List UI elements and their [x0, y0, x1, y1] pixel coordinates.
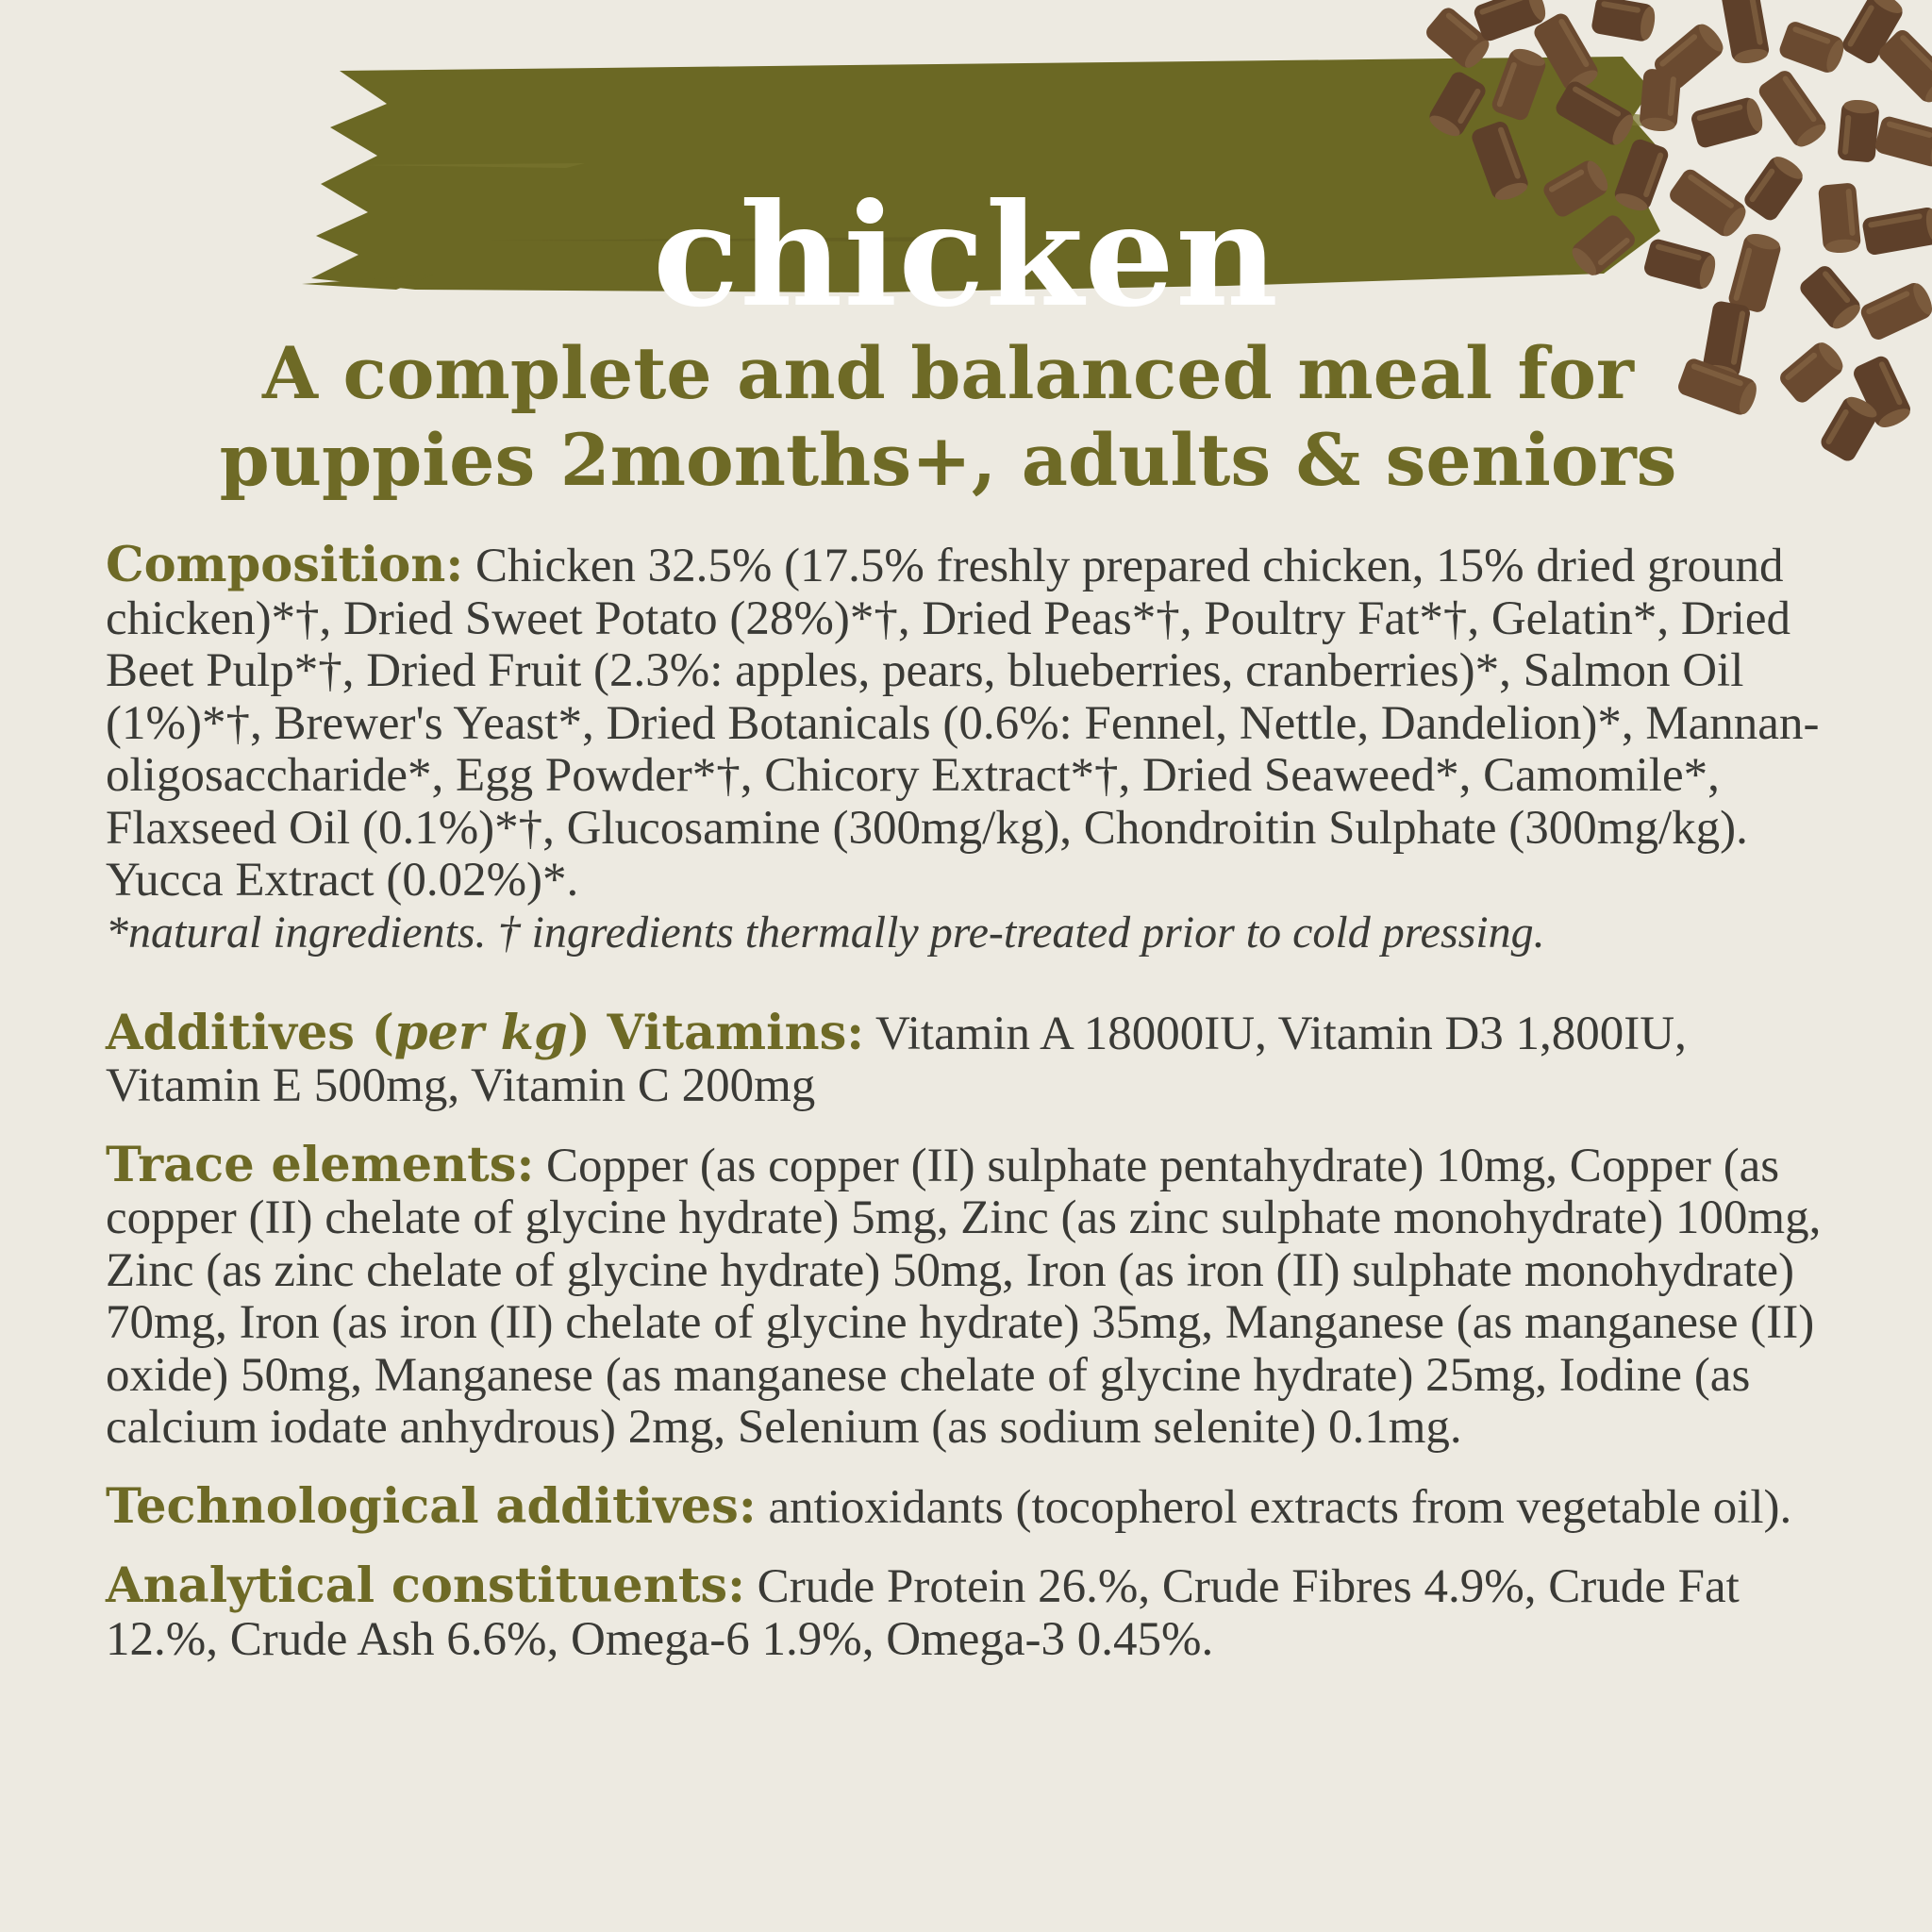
subtitle-line-2: puppies 2months+, adults & seniors	[219, 418, 1677, 502]
analytical-constituents-section	[106, 1557, 1823, 1666]
kibble-pellet	[1591, 0, 1657, 43]
additives-label	[106, 1005, 864, 1061]
kibble-pellet	[1721, 0, 1771, 66]
analytical-constituents-label: Analytical constituents:	[106, 1557, 745, 1614]
technological-additives-label: Technological additives:	[106, 1477, 757, 1535]
additives-label-per-kg: per kg	[393, 1004, 568, 1061]
page-title: chicken	[652, 172, 1280, 339]
composition-text: Chicken 32.5% (17.5% freshly prepared chicken, 15% dried ground chicken)*†, Dried Sweet Potato (28%)*†, Dried Peas*†, Poultry Fat*†, Gelatin*, Dried Beet Pulp*†, Dried Fruit (2.3%: apples, pears, blueberries, cranberries)*, Salmon Oil (1%)*†, Brewer's Yeast*, Dried Botanicals (0.6%: Fennel, Nettle, Dandelion)*, Mannan-oligosaccharide*, Egg Powder*†, Chicory Extract*†, Dried Seaweed*, Camomile*, Flaxseed Oil (0.1%)*†, Glucosamine (300mg/kg), Chondroitin Sulphate (300mg/kg). Yucca Extract (0.02%)*.	[106, 540, 1820, 907]
trace-elements-section	[106, 1136, 1823, 1455]
kibble-pellet	[1777, 20, 1848, 76]
kibble-pellet	[1875, 26, 1932, 108]
kibble-pellet	[1851, 354, 1914, 432]
kibble-pellet	[1818, 392, 1881, 464]
kibble-pellet	[1874, 115, 1932, 170]
kibble-pellet	[1690, 95, 1766, 150]
additives-section	[106, 1004, 1823, 1113]
trace-elements-label: Trace elements:	[106, 1136, 535, 1193]
subtitle	[104, 330, 1792, 504]
additives-text: Vitamin A 18000IU, Vitamin D3 1,800IU, Vitamin E 500mg, Vitamin C 200mg	[106, 1007, 1687, 1112]
kibble-pellet	[1472, 0, 1549, 43]
technological-additives-section	[106, 1477, 1823, 1535]
technological-additives-text: antioxidants (tocopherol extracts from vegetable oil).	[768, 1480, 1792, 1534]
ingredients-panel	[106, 537, 1823, 1666]
kibble-pellet	[1837, 98, 1880, 162]
analytical-constituents-text: Crude Protein 26.%, Crude Fibres 4.9%, Crude Fat 12.%, Crude Ash 6.6%, Omega-6 1.9%, Omega-3 0.45%.	[106, 1560, 1740, 1666]
additives-label-start: Additives (	[106, 1004, 394, 1061]
kibble-pellet	[1756, 68, 1830, 152]
footnote: *natural ingredients. † ingredients thermally pre-treated prior to cold pressing.	[106, 907, 1545, 958]
additives-label-end: ) Vitamins:	[567, 1004, 865, 1061]
subtitle-line-1: A complete and balanced meal for	[262, 331, 1634, 415]
composition-label: Composition:	[106, 537, 464, 593]
trace-elements-text: Copper (as copper (II) sulphate pentahydrate) 10mg, Copper (as copper (II) chelate of glycine hydrate) 5mg, Zinc (as zinc sulphate monohydrate) 100mg, Zinc (as zinc chelate of glycine hydrate) 50mg, Iron (as iron (II) sulphate monohydrate) 70mg, Iron (as iron (II) chelate of glycine hydrate) 35mg, Manganese (as manganese (II) oxide) 50mg, Manganese (as manganese chelate of glycine hydrate) 25mg, Iodine (as calcium iodate anhydrous) 2mg, Selenium (as sodium selenite) 0.1mg.	[106, 1139, 1822, 1454]
kibble-pellet	[1840, 0, 1907, 66]
composition-section	[106, 537, 1823, 908]
